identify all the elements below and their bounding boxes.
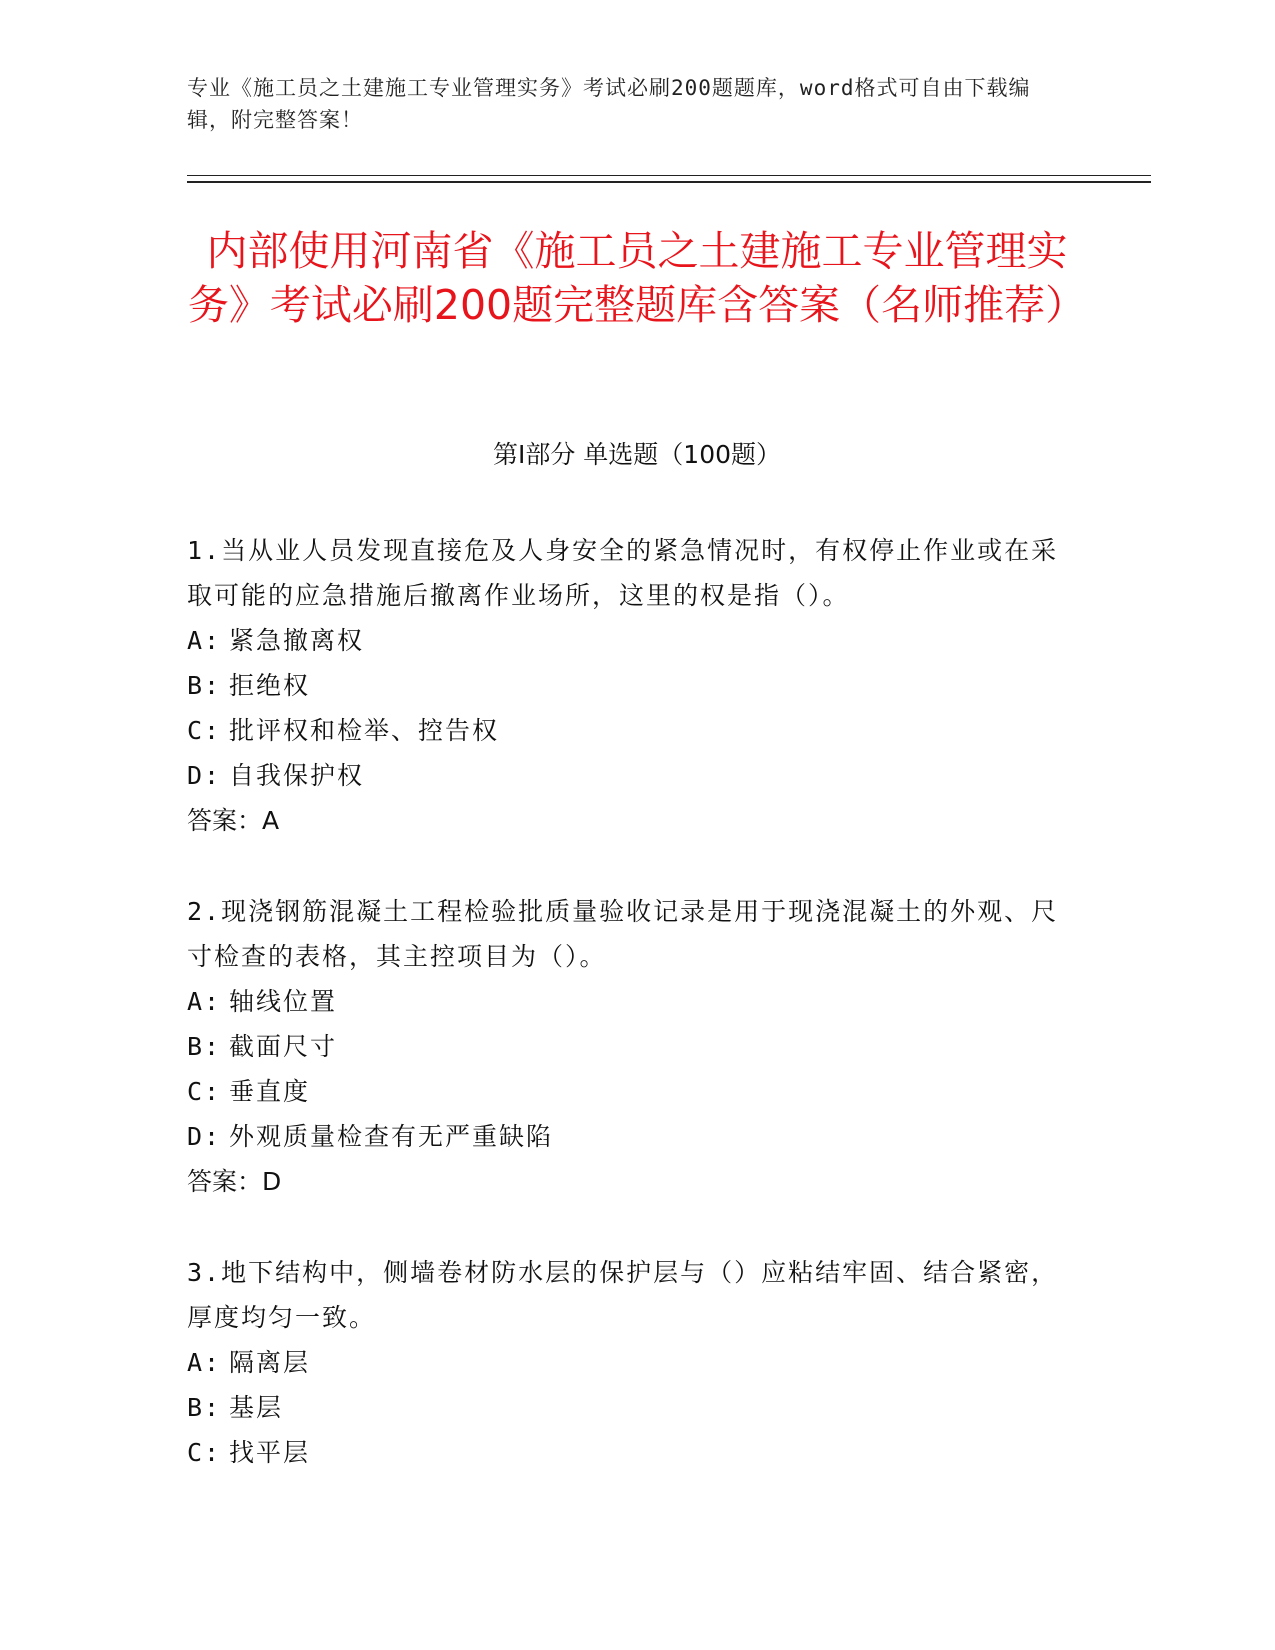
option-letter: A: xyxy=(187,987,222,1016)
option-letter: C: xyxy=(187,1077,222,1106)
option-text: 基层 xyxy=(229,1393,284,1422)
header-divider-thin xyxy=(187,175,1151,176)
option-text: 紧急撤离权 xyxy=(229,626,365,655)
option-letter: B: xyxy=(187,671,222,700)
option-letter: B: xyxy=(187,1393,222,1422)
option-text: 截面尺寸 xyxy=(229,1032,338,1061)
question-3 xyxy=(187,1250,1067,1475)
option-letter: C: xyxy=(187,1438,222,1467)
question-stem: 3.地下结构中，侧墙卷材防水层的保护层与（）应粘结牢固、结合紧密，厚度均匀一致。 xyxy=(187,1258,1059,1332)
question-stem: 1.当从业人员发现直接危及人身安全的紧急情况时，有权停止作业或在采取可能的应急措施后撤离作业场所，这里的权是指（）。 xyxy=(187,536,1059,610)
option-b xyxy=(187,1385,1067,1430)
option-c xyxy=(187,1430,1067,1475)
option-text: 找平层 xyxy=(229,1438,311,1467)
option-letter: A: xyxy=(187,1348,222,1377)
question-stem: 2.现浇钢筋混凝土工程检验批质量验收记录是用于现浇混凝土的外观、尺寸检查的表格，其主控项目为（）。 xyxy=(187,897,1059,971)
question-1 xyxy=(187,528,1067,843)
answer-line: 答案：D xyxy=(187,1167,282,1196)
option-text: 拒绝权 xyxy=(229,671,311,700)
question-2 xyxy=(187,889,1067,1204)
header-divider-thick xyxy=(187,181,1151,183)
option-text: 轴线位置 xyxy=(229,987,338,1016)
document-title: 内部使用河南省《施工员之土建施工专业管理实务》考试必刷200题完整题库含答案（名师推荐） xyxy=(187,227,1087,329)
question-list xyxy=(187,528,1067,1521)
option-c xyxy=(187,708,1067,753)
option-letter: D: xyxy=(187,1122,222,1151)
option-letter: A: xyxy=(187,626,222,655)
option-text: 自我保护权 xyxy=(229,761,365,790)
header-note: 专业《施工员之土建施工专业管理实务》考试必刷200题题库，word格式可自由下载编辑，附完整答案！ xyxy=(187,76,1031,132)
option-letter: C: xyxy=(187,716,222,745)
option-d xyxy=(187,1114,1067,1159)
answer-line: 答案：A xyxy=(187,806,280,835)
section-heading: 第Ⅰ部分 单选题（100题） xyxy=(492,440,782,469)
option-text: 隔离层 xyxy=(229,1348,311,1377)
option-letter: D: xyxy=(187,761,222,790)
option-a xyxy=(187,1340,1067,1385)
option-a xyxy=(187,618,1067,663)
option-text: 批评权和检举、控告权 xyxy=(229,716,500,745)
option-b xyxy=(187,1024,1067,1069)
option-text: 外观质量检查有无严重缺陷 xyxy=(229,1122,554,1151)
option-c xyxy=(187,1069,1067,1114)
option-letter: B: xyxy=(187,1032,222,1061)
option-text: 垂直度 xyxy=(229,1077,311,1106)
option-d xyxy=(187,753,1067,798)
option-a xyxy=(187,979,1067,1024)
option-b xyxy=(187,663,1067,708)
